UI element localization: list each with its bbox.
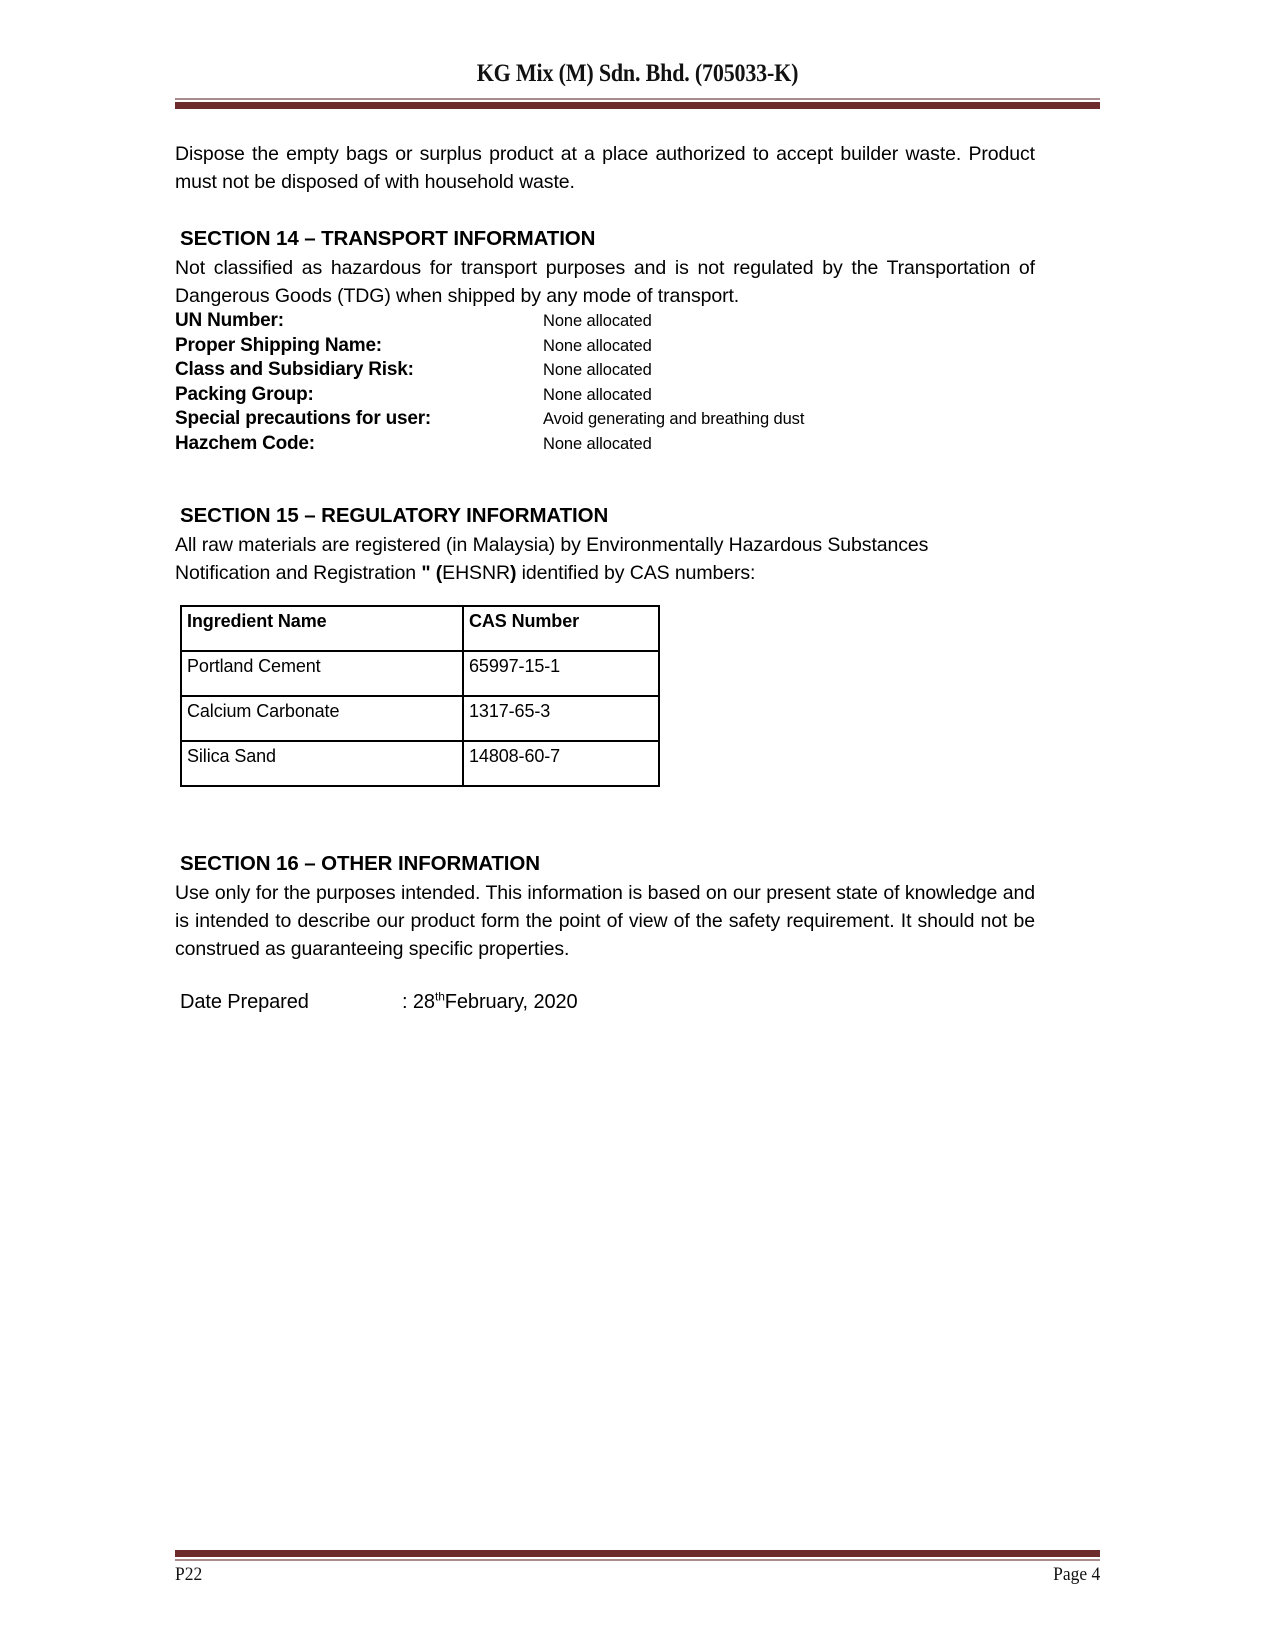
spacer [175, 196, 1035, 224]
transport-label: Class and Subsidiary Risk: [175, 359, 414, 380]
date-prepared-label: Date Prepared [180, 991, 309, 1013]
cell-ingredient-name: Silica Sand [181, 741, 463, 786]
list-item [175, 433, 1035, 458]
section-15-intro-line2-a: Notification and Registration [175, 562, 422, 584]
table-header-row [181, 606, 659, 651]
spacer [175, 457, 1035, 501]
section-16-heading: SECTION 16 – OTHER INFORMATION [180, 852, 540, 875]
section-14-heading: SECTION 14 – TRANSPORT INFORMATION [180, 227, 596, 250]
cell-ingredient-name: Portland Cement [181, 651, 463, 696]
footer-document-code: P22 [175, 1564, 203, 1585]
section-15-intro-line2-e: identified by CAS numbers: [516, 562, 756, 584]
spacer [175, 587, 1035, 603]
transport-label: Proper Shipping Name: [175, 334, 382, 356]
transport-value: None allocated [543, 385, 652, 404]
section-15-quote-open: " ( [421, 562, 443, 584]
date-suffix: February, 2020 [444, 991, 578, 1013]
cell-cas-number: 14808-60-7 [463, 741, 659, 786]
section-14-intro: Not classified as hazardous for transport purposes and is not regulated by the Transportation of Dangerous Goods (TDG) when shipped by any mode of transport. [175, 257, 1035, 307]
company-title: KG Mix (M) Sdn. Bhd. (705033-K) [476, 60, 799, 87]
spacer [175, 963, 1035, 991]
table-row [181, 651, 659, 696]
column-header-ingredient-name: Ingredient Name [181, 606, 463, 651]
transport-info-list [175, 310, 1035, 457]
list-item [175, 310, 1035, 335]
list-item [175, 359, 1035, 384]
list-item [175, 408, 1035, 433]
cell-ingredient-name: Calcium Carbonate [181, 696, 463, 741]
transport-label: Hazchem Code: [175, 432, 315, 454]
header-rule-thick [175, 102, 1100, 109]
section-15-ehsnr: EHSNR [442, 562, 510, 584]
footer-rule [175, 1550, 1100, 1561]
document-body [175, 140, 1035, 1014]
table-row [181, 741, 659, 786]
transport-value: None allocated [543, 361, 652, 379]
page-header [0, 60, 1275, 88]
footer-rule-thin [175, 1559, 1100, 1561]
date-ordinal: th [434, 989, 445, 1004]
footer-text-row [175, 1564, 1100, 1586]
section-15-intro [175, 531, 1035, 587]
cell-cas-number: 65997-15-1 [463, 651, 659, 696]
list-item [175, 384, 1035, 409]
date-prepared-line [175, 991, 1035, 1014]
cell-cas-number: 1317-65-3 [463, 696, 659, 741]
transport-value: Avoid generating and breathing dust [543, 410, 805, 428]
transport-value: None allocated [543, 434, 652, 453]
transport-value: None allocated [543, 312, 652, 330]
ingredient-cas-table [180, 605, 660, 787]
date-prepared-value [402, 991, 578, 1014]
transport-value: None allocated [543, 336, 652, 355]
transport-label: UN Number: [175, 310, 284, 331]
transport-label: Packing Group: [175, 383, 314, 405]
table-row [181, 696, 659, 741]
transport-label: Special precautions for user: [175, 408, 432, 429]
footer-rule-thick [175, 1550, 1100, 1557]
section-15-intro-line1: All raw materials are registered (in Malaysia) by Environmentally Hazardous Substances [175, 534, 929, 556]
disposal-paragraph: Dispose the empty bags or surplus product at a place authorized to accept builder waste. Product must not be disposed of with household waste. [175, 143, 1035, 193]
section-15-paren-close: ) [509, 562, 517, 584]
section-16-paragraph: Use only for the purposes intended. This information is based on our present state of knowledge and is intended to describe our product form the point of view of the safety requirement. It should not be construed as guaranteeing specific properties. [175, 882, 1035, 960]
header-rule [175, 98, 1100, 109]
list-item [175, 335, 1035, 360]
section-15-heading: SECTION 15 – REGULATORY INFORMATION [180, 504, 609, 527]
spacer [175, 787, 1035, 849]
column-header-cas-number: CAS Number [463, 606, 659, 651]
footer-page-number: Page 4 [1052, 1564, 1100, 1585]
date-prefix: : 28 [402, 991, 435, 1013]
